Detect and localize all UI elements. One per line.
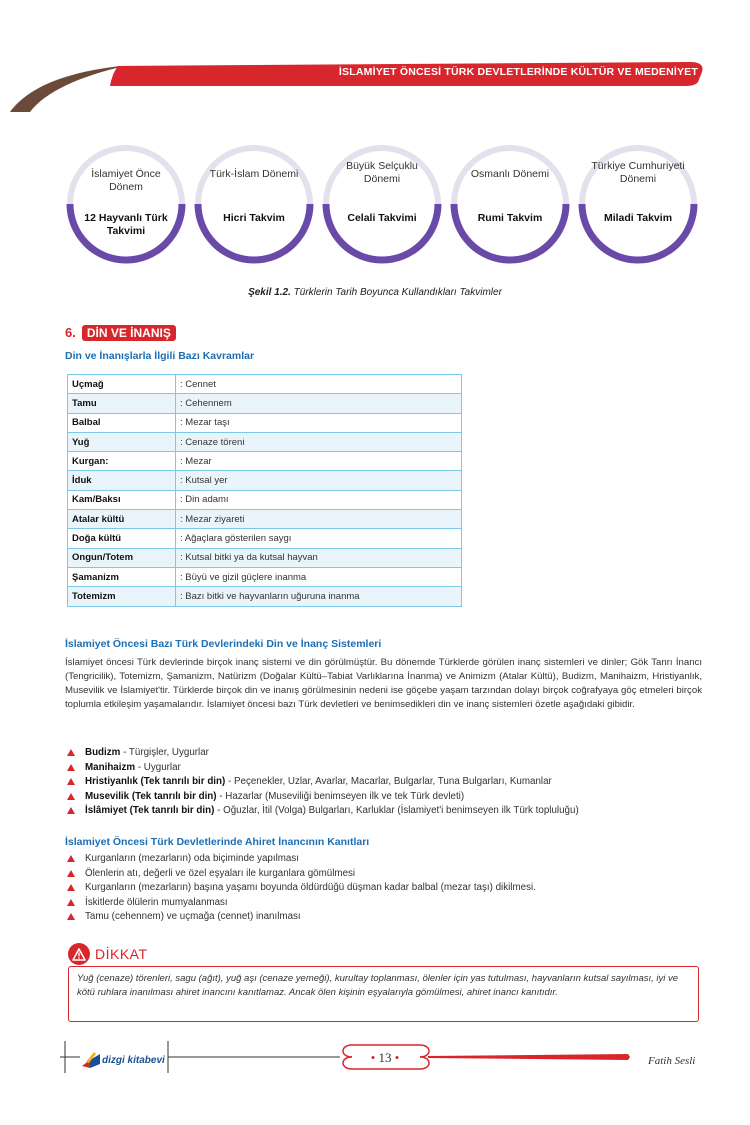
definition-cell: : Mezar ziyareti — [176, 510, 462, 529]
term-cell: Atalar kültü — [68, 510, 176, 529]
table-row — [68, 587, 462, 606]
table-row — [68, 490, 462, 509]
religion-detail: - Peçenekler, Uzlar, Avarlar, Macarlar, Bulgarlar, Tuna Bulgarları, Kumanlar — [225, 776, 552, 787]
term-cell: Kurgan: — [68, 452, 176, 471]
religion-detail: - Hazarlar (Museviliği benimseyen ilk ve tek Türk devleti) — [216, 790, 465, 802]
religion-name: Manihaizm — [85, 761, 136, 773]
definition-cell: : Kutsal yer — [176, 471, 462, 490]
bullet-icon — [67, 855, 75, 862]
list-item-text: Kurganların (mezarların) başına yaşamı boyunda öldürdüğü düşman kadar balbal (mezar taşı) dikilmesi. — [85, 882, 536, 893]
table-row — [68, 548, 462, 567]
table-row — [68, 413, 462, 432]
list-item — [65, 790, 705, 805]
list-item — [65, 746, 705, 761]
list-item-text: Kurganların (mezarların) oda biçiminde yapılması — [85, 853, 299, 864]
bullet-icon — [67, 793, 75, 800]
term-cell: Yuğ — [68, 432, 176, 451]
section-title: DİN VE İNANIŞ — [82, 325, 176, 341]
bullet-icon — [67, 913, 75, 920]
term-cell: İduk — [68, 471, 176, 490]
figure-label: Şekil 1.2. — [248, 287, 291, 298]
table-row — [68, 510, 462, 529]
bullet-icon — [67, 764, 75, 771]
bullet-icon — [67, 884, 75, 891]
book-icon — [80, 1050, 102, 1070]
brand-name: dizgi kitabevi — [102, 1054, 165, 1066]
definition-cell: : Kutsal bitki ya da kutsal hayvan — [176, 548, 462, 567]
table-row — [68, 471, 462, 490]
bullet-icon — [67, 749, 75, 756]
dikkat-header — [68, 943, 148, 965]
bullet-icon — [67, 807, 75, 814]
term-cell: Şamanizm — [68, 567, 176, 586]
calendar-circle — [448, 142, 572, 266]
calendar-period: İslamiyet Önce Dönem — [91, 168, 161, 193]
list-item — [65, 910, 705, 925]
term-cell: Kam/Baksı — [68, 490, 176, 509]
calendar-name: Miladi Takvim — [603, 212, 673, 224]
table-row — [68, 452, 462, 471]
section-number: 6. — [65, 325, 76, 340]
calendar-name: Rumi Takvim — [477, 212, 543, 224]
term-cell: Tamu — [68, 394, 176, 413]
definition-cell: : Ağaçlara gösterilen saygı — [176, 529, 462, 548]
calendar-circle — [192, 142, 316, 266]
list-item — [65, 761, 705, 776]
term-cell: Balbal — [68, 413, 176, 432]
table-row — [68, 432, 462, 451]
calendar-name: Hicri Takvim — [223, 212, 285, 224]
calendar-period: Osmanlı Dönemi — [470, 168, 550, 180]
page-header — [0, 0, 750, 120]
calendar-name: 12 Hayvanlı Türk Takvimi — [84, 212, 168, 237]
definition-cell: : Cenaze töreni — [176, 432, 462, 451]
list-item — [65, 775, 705, 790]
list-item — [65, 867, 705, 882]
table-row — [68, 375, 462, 394]
dikkat-box: Yuğ (cenaze) törenleri, sagu (ağıt), yuğ aşı (cenaze yemeği), kurultay toplanması, ölenler için yas tutulması, hayvanların kutsal sayılması, iyi ve kötü ruhlara inanılması ahiret inancını kanıtlamaz. Ancak ölen kişinin eşyalarıyla gömülmesi, ahiret inancı kanıtıdır. — [68, 966, 699, 1022]
list-item-text: İskitlerde ölülerin mumyalanması — [85, 896, 228, 908]
definition-cell: : Cehennem — [176, 394, 462, 413]
figure-caption-text: Türklerin Tarih Boyunca Kullandıkları Takvimler — [293, 287, 502, 298]
header-banner-shape — [0, 0, 750, 120]
list-item — [65, 881, 705, 896]
calendar-circle — [576, 142, 700, 266]
list-item-text: Tamu (cehennem) ve uçmağa (cennet) inanılması — [85, 911, 301, 922]
calendar-circle — [64, 142, 188, 266]
calendar-circle — [320, 142, 444, 266]
table-row — [68, 529, 462, 548]
list-item — [65, 804, 705, 819]
calendar-name: Celali Takvimi — [347, 212, 417, 224]
bullet-icon — [67, 899, 75, 906]
religion-name: Musevilik (Tek tanrılı bir din) — [85, 790, 217, 802]
figure-caption — [0, 287, 750, 298]
chapter-title: İSLAMİYET ÖNCESİ TÜRK DEVLETLERİNDE KÜLTÜR VE MEDENİYET — [338, 66, 698, 78]
calendar-period: Türk-İslam Dönemi — [209, 168, 299, 180]
brand-logo — [80, 1050, 165, 1070]
page-number-value: 13 — [378, 1050, 392, 1065]
definition-cell: : Bazı bitki ve hayvanların uğuruna inanma — [176, 587, 462, 606]
definition-cell: : Din adamı — [176, 490, 462, 509]
table-row — [68, 394, 462, 413]
list-item — [65, 896, 705, 911]
definition-cell: : Mezar — [176, 452, 462, 471]
calendar-period: Türkiye Cumhuriyeti Dönemi — [591, 160, 685, 185]
term-cell: Ongun/Totem — [68, 548, 176, 567]
dikkat-label: DİKKAT — [95, 946, 148, 962]
afterlife-heading: İslamiyet Öncesi Türk Devletlerinde Ahiret İnancının Kanıtları — [65, 836, 370, 848]
definition-cell: : Büyü ve gizil güçlere inanma — [176, 567, 462, 586]
bullet-icon — [67, 778, 75, 785]
definition-cell: : Cennet — [176, 375, 462, 394]
warning-icon — [68, 943, 90, 965]
section-heading — [65, 325, 176, 341]
list-item-text: Ölenlerin atı, değerli ve özel eşyaları ile kurganlara gömülmesi — [85, 867, 356, 879]
term-cell: Uçmağ — [68, 375, 176, 394]
terms-heading: Din ve İnanışlarla İlgili Bazı Kavramlar — [65, 350, 255, 362]
calendar-figure — [64, 136, 704, 271]
bullet-icon — [67, 870, 75, 877]
author-name: Fatih Sesli — [648, 1055, 696, 1067]
belief-heading: İslamiyet Öncesi Bazı Türk Devlerindeki Din ve İnanç Sistemleri — [65, 638, 382, 650]
term-cell: Totemizm — [68, 587, 176, 606]
terms-table — [67, 374, 462, 607]
page-number: • 13 • — [370, 1050, 400, 1065]
religion-list — [65, 746, 705, 819]
calendar-period: Büyük Selçuklu Dönemi — [346, 160, 418, 185]
afterlife-list — [65, 852, 705, 925]
definition-cell: : Mezar taşı — [176, 413, 462, 432]
religion-name: İslâmiyet (Tek tanrılı bir din) — [85, 805, 215, 816]
religion-detail: - Uygurlar — [135, 761, 181, 773]
religion-detail: - Oğuzlar, İtil (Volga) Bulgarları, Karluklar (İslamiyet'i benimseyen ilk Türk topluluğu) — [214, 805, 579, 816]
table-row — [68, 567, 462, 586]
religion-name: Budizm — [85, 747, 121, 758]
belief-paragraph: İslamiyet öncesi Türk devlerinde birçok inanç sistemi ve din görülmüştür. Bu dönemde Türklerde görülen inanç sistemleri ve dinler; Gök Tanrı İnancı (Tengricilik), Totemizm, Şamanizm, Natürizm (Doğalar Kültü–Tabiat Varlıklarına İnanma) ve Animizm (Atalar Kültü), Budizm, Manihaizm, Hristiyanlık, Musevilik ve İslamiyet'tir. Türklerde birçok din ve inanış görülmesinin nedeni ise göçebe yaşam tarzından dolayı birçok coğrafyaya göç etmeleri birçok toplumla etkileşim yaşamalarıdır. İslamiyet öncesi bazı Türk devletleri ve benimsedikleri din ve inanç sistemleri özetle aşağıdaki gibidir. — [65, 657, 702, 710]
list-item — [65, 852, 705, 867]
term-cell: Doğa kültü — [68, 529, 176, 548]
religion-detail: - Türgişler, Uygurlar — [120, 747, 209, 758]
religion-name: Hristiyanlık (Tek tanrılı bir din) — [85, 776, 226, 787]
